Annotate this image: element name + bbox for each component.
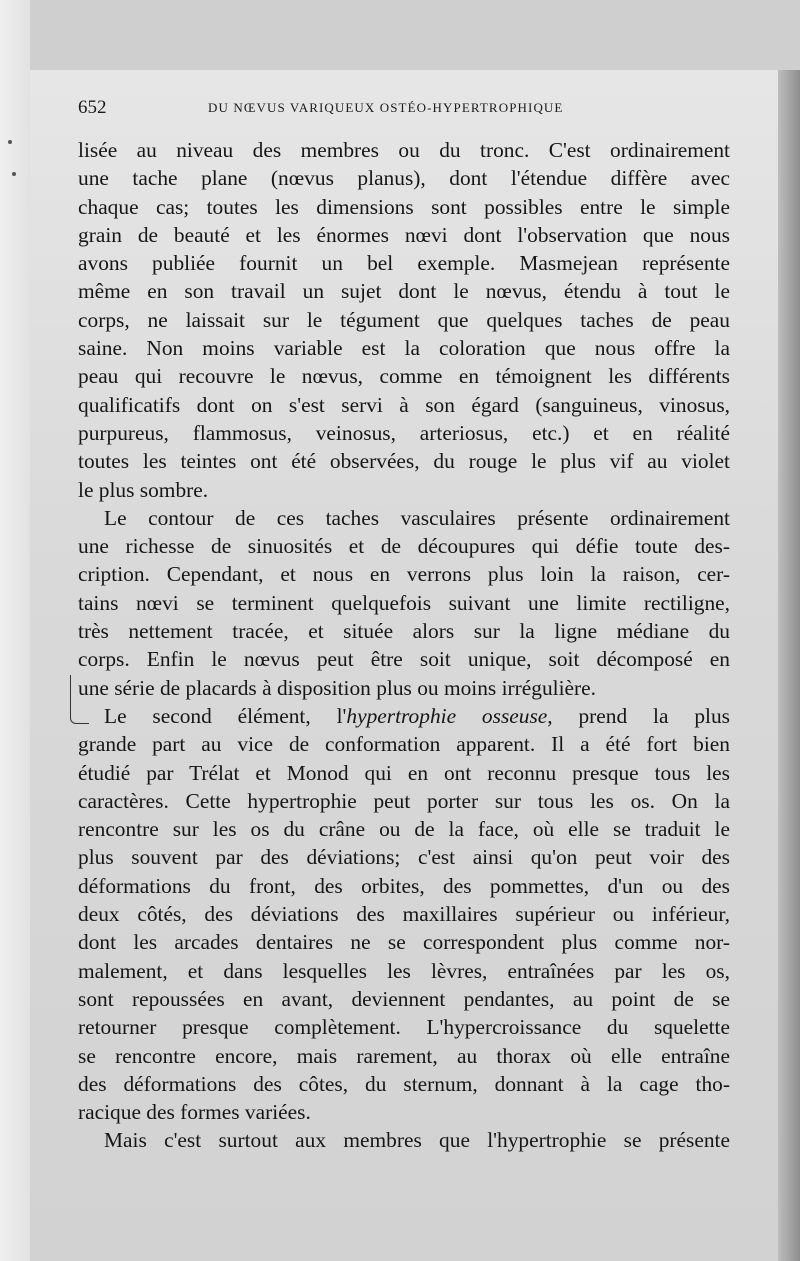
text-line: retourner presque complètement. L'hypercroissance du squelette xyxy=(78,1015,730,1040)
text-line: le plus sombre. xyxy=(78,477,209,502)
text-line: sont repoussées en avant, deviennent pendantes, au point de se xyxy=(78,986,730,1011)
text-line: racique des formes variées. xyxy=(78,1100,311,1125)
text-line: grain de beauté et les énormes nœvi dont l'observation que nous xyxy=(78,222,730,247)
page-edge-shadow xyxy=(778,70,800,1261)
text-line: tains nœvi se terminent quelquefois suivant une limite rectiligne, xyxy=(78,590,730,615)
running-head: DU NŒVUS VARIQUEUX OSTÉO-HYPERTROPHIQUE xyxy=(208,100,564,115)
text-line: chaque cas; toutes les dimensions sont possibles entre le simple xyxy=(78,194,730,219)
left-margin xyxy=(0,0,30,1261)
text-line: Le contour de ces taches vasculaires présente ordinairement xyxy=(104,505,730,530)
text-line: se rencontre encore, mais rarement, au thorax où elle entraîne xyxy=(78,1043,730,1068)
text-line: très nettement tracée, et située alors sur la ligne médiane du xyxy=(78,619,730,644)
page-number: 652 xyxy=(78,97,107,118)
page-header xyxy=(78,97,728,121)
text-line: corps, ne laissait sur le tégument que quelques taches de peau xyxy=(78,307,730,332)
text-line: rencontre sur les os du crâne ou de la face, où elle se traduit le xyxy=(78,817,730,842)
text-line: une série de placards à disposition plus ou moins irrégulière. xyxy=(78,675,597,700)
text-line: une richesse de sinuosités et de découpures qui défie toute des- xyxy=(78,534,730,559)
text-line: Mais c'est surtout aux membres que l'hypertrophie se présente xyxy=(104,1128,730,1153)
top-shadow-band xyxy=(30,0,800,70)
text-line: lisée au niveau des membres ou du tronc. C'est ordinairement xyxy=(78,138,730,162)
text-line: une tache plane (nœvus planus), dont l'étendue diffère avec xyxy=(78,166,730,191)
text-line: caractères. Cette hypertrophie peut porter sur tous les os. On la xyxy=(78,788,730,813)
text-line: saine. Non moins variable est la coloration que nous offre la xyxy=(78,336,730,361)
text-line: purpureus, flammosus, veinosus, arteriosus, etc.) et en réalité xyxy=(78,420,730,445)
text-line: Le second élément, l'hypertrophie osseuse, prend la plus xyxy=(104,703,730,728)
text-line: qualificatifs dont on s'est servi à son égard (sanguineus, vinosus, xyxy=(78,392,730,417)
text-line: malement, et dans lesquelles les lèvres, entraînées par les os, xyxy=(78,958,730,983)
text-line: toutes les teintes ont été observées, du rouge le plus vif au violet xyxy=(78,449,730,474)
text-line: corps. Enfin le nœvus peut être soit unique, soit décomposé en xyxy=(78,647,730,672)
speck xyxy=(8,140,12,144)
text-line: étudié par Trélat et Monod qui en ont reconnu presque tous les xyxy=(78,760,730,785)
text-line: des déformations des côtes, du sternum, donnant à la cage tho- xyxy=(78,1071,730,1096)
body-text xyxy=(78,136,730,1155)
speck xyxy=(12,172,16,176)
text-line: cription. Cependant, et nous en verrons plus loin la raison, cer- xyxy=(78,562,730,587)
text-line: plus souvent par des déviations; c'est ainsi qu'on peut voir des xyxy=(78,845,730,870)
text-line: dont les arcades dentaires ne se correspondent plus comme nor- xyxy=(78,930,730,955)
text-line: avons publiée fournit un bel exemple. Masmejean représente xyxy=(78,251,730,276)
text-line: deux côtés, des déviations des maxillaires supérieur ou inférieur, xyxy=(78,902,730,927)
text-line: grande part au vice de conformation apparent. Il a été fort bien xyxy=(78,732,730,757)
text-line: même en son travail un sujet dont le nœvus, étendu à tout le xyxy=(78,279,730,304)
text-line: déformations du front, des orbites, des pommettes, d'un ou des xyxy=(78,873,730,898)
emphasized-term: hypertrophie osseuse xyxy=(346,703,548,728)
text-line: peau qui recouvre le nœvus, comme en témoignent les différents xyxy=(78,364,730,389)
